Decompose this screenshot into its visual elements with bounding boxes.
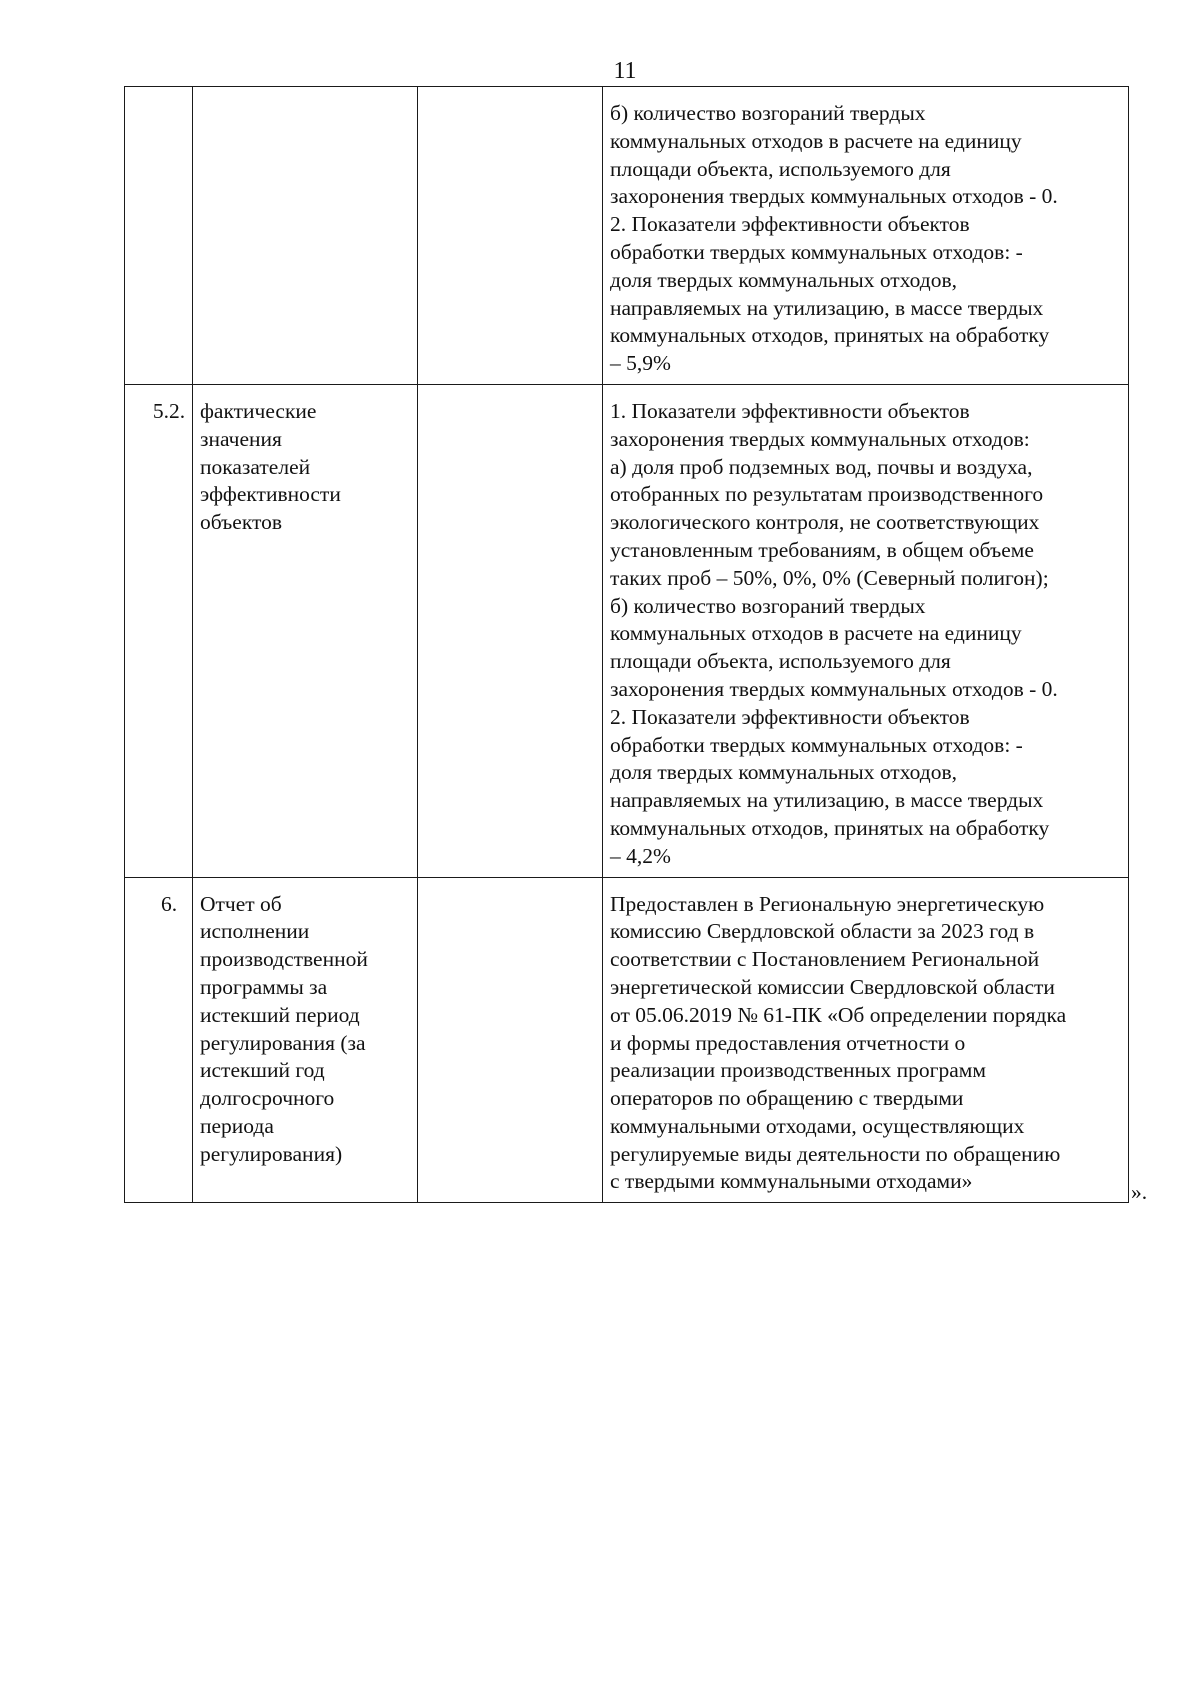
text-line: направляемых на утилизацию, в массе твердых — [610, 788, 1044, 813]
text-line: и формы предоставления отчетности о — [610, 1030, 966, 1055]
row-value-cell — [603, 87, 1129, 385]
text-line: захоронения твердых коммунальных отходов: — [610, 426, 1030, 451]
text-line: таких проб – 50%, 0%, 0% (Северный полигон); — [610, 565, 1049, 590]
text-line: коммунальных отходов, принятых на обработку — [610, 323, 1050, 348]
row-name-cell — [193, 877, 418, 1203]
text-line: от 05.06.2019 № 61-ПК «Об определении порядка — [610, 1002, 1067, 1027]
text-line: регулирования (за — [200, 1030, 366, 1055]
text-line: 2. Показатели эффективности объектов — [610, 704, 970, 729]
closing-quote: ». — [1131, 1180, 1148, 1204]
text-line: программы за — [200, 974, 328, 999]
row-number-cell — [125, 87, 193, 385]
table-row — [125, 877, 1129, 1203]
text-line: захоронения твердых коммунальных отходов - 0. — [610, 676, 1058, 701]
row-name-cell — [193, 384, 418, 877]
text-line: соответствии с Постановлением Региональной — [610, 947, 1040, 972]
row-name-cell — [193, 87, 418, 385]
text-line: истекший период — [200, 1002, 360, 1027]
text-line: эффективности — [200, 482, 341, 507]
text-line: площади объекта, используемого для — [610, 649, 951, 674]
row-empty-cell — [418, 87, 603, 385]
text-line: исполнении — [200, 919, 310, 944]
text-line: периода — [200, 1113, 274, 1138]
row-number-cell: 5.2. — [125, 384, 193, 877]
text-line: обработки твердых коммунальных отходов: - — [610, 732, 1023, 757]
page-number: 11 — [613, 58, 637, 84]
text-line: Предоставлен в Региональную энергетическую — [610, 891, 1045, 916]
row-value-cell — [603, 384, 1129, 877]
text-line: обработки твердых коммунальных отходов: - — [610, 239, 1023, 264]
text-line: захоронения твердых коммунальных отходов - 0. — [610, 184, 1058, 209]
text-line: комиссию Свердловской области за 2023 год в — [610, 919, 1035, 944]
table-row — [125, 384, 1129, 877]
row-value-cell — [603, 877, 1129, 1203]
text-line: доля твердых коммунальных отходов, — [610, 267, 957, 292]
text-line: а) доля проб подземных вод, почвы и воздуха, — [610, 454, 1033, 479]
text-line: 2. Показатели эффективности объектов — [610, 212, 970, 237]
text-line: б) количество возгораний твердых — [610, 101, 926, 125]
text-line: – 4,2% — [610, 843, 671, 868]
text-line: объектов — [200, 510, 282, 535]
text-line: коммунальных отходов в расчете на единицу — [610, 621, 1022, 646]
text-line: площади объекта, используемого для — [610, 156, 951, 181]
text-line: истекший год — [200, 1058, 325, 1083]
text-line: коммунальных отходов, принятых на обработку — [610, 815, 1050, 840]
indicators-table — [124, 86, 1129, 1203]
text-line: – 5,9% — [610, 351, 671, 376]
row-empty-cell — [418, 384, 603, 877]
row-empty-cell — [418, 877, 603, 1203]
text-line: показателей — [200, 454, 311, 479]
row-number-cell: 6. — [125, 877, 193, 1203]
text-line: б) количество возгораний твердых — [610, 593, 926, 618]
text-line: 1. Показатели эффективности объектов — [610, 398, 970, 423]
text-line: коммунальных отходов в расчете на единицу — [610, 128, 1022, 153]
text-line: отобранных по результатам производственного — [610, 482, 1044, 507]
text-line: направляемых на утилизацию, в массе твердых — [610, 295, 1044, 320]
text-line: значения — [200, 426, 282, 451]
text-line: установленным требованиям, в общем объеме — [610, 537, 1034, 562]
text-line: доля твердых коммунальных отходов, — [610, 760, 957, 785]
text-line: энергетической комиссии Свердловской области — [610, 974, 1055, 999]
table-row — [125, 87, 1129, 385]
text-line: реализации производственных программ — [610, 1058, 986, 1083]
text-line: фактические — [200, 398, 317, 423]
text-line: долгосрочного — [200, 1086, 335, 1111]
text-line: экологического контроля, не соответствующих — [610, 510, 1040, 535]
text-line: регулирования) — [200, 1141, 343, 1166]
text-line: операторов по обращению с твердыми — [610, 1086, 964, 1111]
text-line: Отчет об — [200, 891, 282, 916]
text-line: с твердыми коммунальными отходами» — [610, 1169, 973, 1194]
text-line: коммунальными отходами, осуществляющих — [610, 1113, 1025, 1138]
text-line: производственной — [200, 947, 368, 972]
text-line: регулируемые виды деятельности по обращению — [610, 1141, 1061, 1166]
